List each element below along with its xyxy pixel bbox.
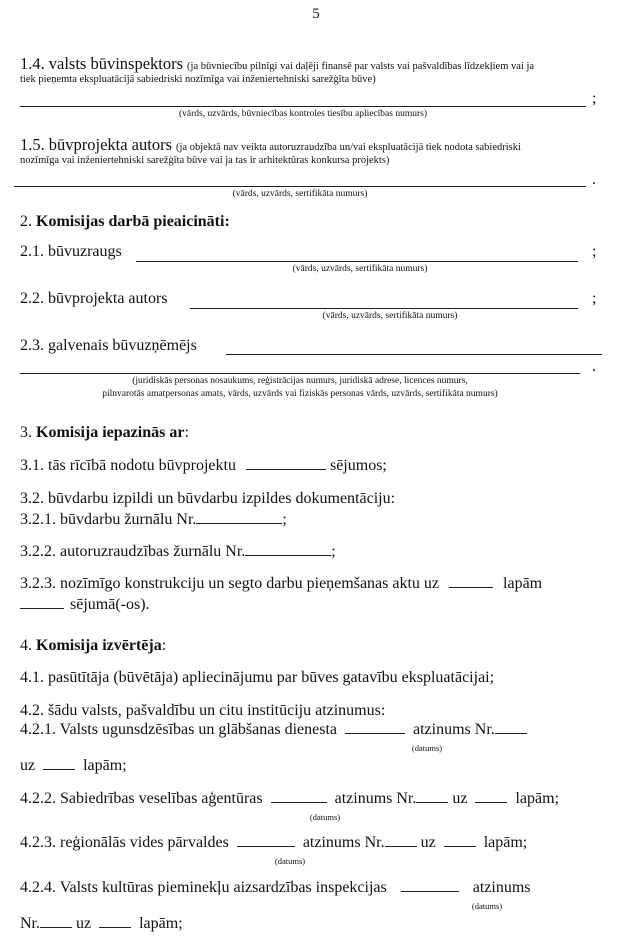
section-1-5-title: 1.5. būvprojekta autors (ja objektā nav veikta autoruzraudzība un/vai ekspluatācijā tiek nodota sabiedriski <box>20 135 521 154</box>
field-sejumu-skaits[interactable] <box>246 457 326 470</box>
field-sva-nr[interactable] <box>416 790 448 803</box>
section-1-5-note: (ja objektā nav veikta autoruzraudzība un/vai ekspluatācijā tiek nodota sabiedriski <box>176 142 521 153</box>
punctuation: ; <box>592 290 597 307</box>
field-buvuzraugs[interactable] <box>136 261 578 262</box>
item-2-3-label: 2.3. galvenais būvuzņēmējs <box>20 337 197 354</box>
item-4-2-1-cont: uz lapām; <box>20 757 127 774</box>
punctuation: ; <box>592 243 597 260</box>
field-valsts-buvinspektors[interactable] <box>20 106 586 107</box>
section-1-4-note: (ja būvniecību pilnīgi vai daļēji finansē par valsts vai pašvaldības līdzekļiem vai ja <box>187 61 535 72</box>
item-3-2-3-cont: sējumā(-os). <box>20 596 150 614</box>
field-buvdarbu-zurnala-nr[interactable] <box>196 511 282 524</box>
field-caption: (vārds, uzvārds, būvniecības kontroles tiesību apliecības numurs) <box>179 109 427 119</box>
field-vugd-lapas[interactable] <box>43 757 75 770</box>
punctuation: . <box>592 171 596 188</box>
field-vugd-datums[interactable] <box>345 721 405 734</box>
item-2-2-label: 2.2. būvprojekta autors <box>20 290 168 307</box>
field-autoruzraudzibas-zurnala-nr[interactable] <box>245 543 331 556</box>
section-1-5-note-cont: nozīmīga vai inženiertehniski sarežģīta būve vai ja tas ir arhitektūras konkursa projekts) <box>20 155 390 166</box>
field-galvenais-buvuznemejs-cont[interactable] <box>20 373 580 374</box>
field-vkpai-nr[interactable] <box>40 915 72 928</box>
item-4-2-4: 4.2.4. Valsts kultūras pieminekļu aizsardzības inspekcijas atzinums <box>20 879 531 896</box>
field-sva-lapas[interactable] <box>475 790 507 803</box>
field-caption: (vārds, uzvārds, sertifikāta numurs) <box>322 311 458 321</box>
date-caption: (datums) <box>309 812 341 822</box>
field-buvprojekta-autors-2-2[interactable] <box>190 308 578 309</box>
item-3-2-2: 3.2.2. autoruzraudzības žurnālu Nr. ; <box>20 543 336 560</box>
field-aktu-lapas[interactable] <box>449 575 493 588</box>
item-4-2: 4.2. šādu valsts, pašvaldību un citu institūciju atzinumus: <box>20 702 386 719</box>
date-caption: (datums) <box>471 901 503 911</box>
field-vides-datums[interactable] <box>237 834 295 847</box>
field-caption: (juridiskās personas nosaukums, reģistrācijas numurs, juridiskā adrese, licences numurs, <box>132 376 468 386</box>
field-vkpai-lapas[interactable] <box>99 915 131 928</box>
field-vides-lapas[interactable] <box>444 834 476 847</box>
punctuation: ; <box>592 90 597 107</box>
item-4-2-4-cont: Nr. uz lapām; <box>20 915 183 932</box>
item-4-2-2: 4.2.2. Sabiedrības veselības aģentūras atzinums Nr. uz lapām; <box>20 790 560 807</box>
section-1-4-note-cont: tiek pieņemta ekspluatācijā sabiedriski nozīmīga vai inženiertehniski sarežģīta būve) <box>20 74 376 85</box>
date-caption: (datums) <box>411 743 443 753</box>
section-1-4-title: 1.4. valsts būvinspektors (ja būvniecību pilnīgi vai daļēji finansē par valsts vai pašvaldības līdzekļiem vai ja <box>20 54 535 73</box>
field-caption: pilnvarotās amatpersonas amats, vārds, uzvārds vai fiziskās personas vārds, uzvārds, sertifikāta numurs) <box>102 389 498 399</box>
date-caption: (datums) <box>274 856 306 866</box>
punctuation: . <box>592 358 596 375</box>
item-3-2-1: 3.2.1. būvdarbu žurnālu Nr. ; <box>20 511 287 528</box>
item-3-1: 3.1. tās rīcībā nodotu būvprojektu sējumos; <box>20 457 387 474</box>
field-buvprojekta-autors-1-5[interactable] <box>14 186 586 187</box>
field-vkpai-datums[interactable] <box>401 879 459 892</box>
section-4-heading: 4. Komisija izvērtēja: <box>20 637 167 654</box>
field-aktu-sejumi[interactable] <box>20 596 64 609</box>
item-4-2-1: 4.2.1. Valsts ugunsdzēsības un glābšanas dienesta atzinums Nr. <box>20 721 612 739</box>
item-3-2: 3.2. būvdarbu izpildi un būvdarbu izpildes dokumentāciju: <box>20 490 396 507</box>
section-3-heading: 3. Komisija iepazinās ar: <box>20 424 189 441</box>
item-4-2-3: 4.2.3. reģionālās vides pārvaldes atzinums Nr. uz lapām; <box>20 834 528 851</box>
item-4-1: 4.1. pasūtītāja (būvētāja) apliecinājumu par būves gatavību ekspluatācijai; <box>20 669 495 686</box>
item-2-1-label: 2.1. būvuzraugs <box>20 243 122 260</box>
page-number: 5 <box>312 6 320 22</box>
section-2-heading: 2. Komisijas darbā pieaicināti: <box>20 213 230 230</box>
field-vides-nr[interactable] <box>385 834 417 847</box>
field-caption: (vārds, uzvārds, sertifikāta numurs) <box>292 264 428 274</box>
field-galvenais-buvuznemejs[interactable] <box>226 354 602 355</box>
field-caption: (vārds, uzvārds, sertifikāta numurs) <box>232 189 368 199</box>
field-sva-datums[interactable] <box>271 790 327 803</box>
field-vugd-nr[interactable] <box>495 721 527 734</box>
item-3-2-3: 3.2.3. nozīmīgo konstrukciju un segto darbu pieņemšanas aktu uz lapām <box>20 575 543 592</box>
